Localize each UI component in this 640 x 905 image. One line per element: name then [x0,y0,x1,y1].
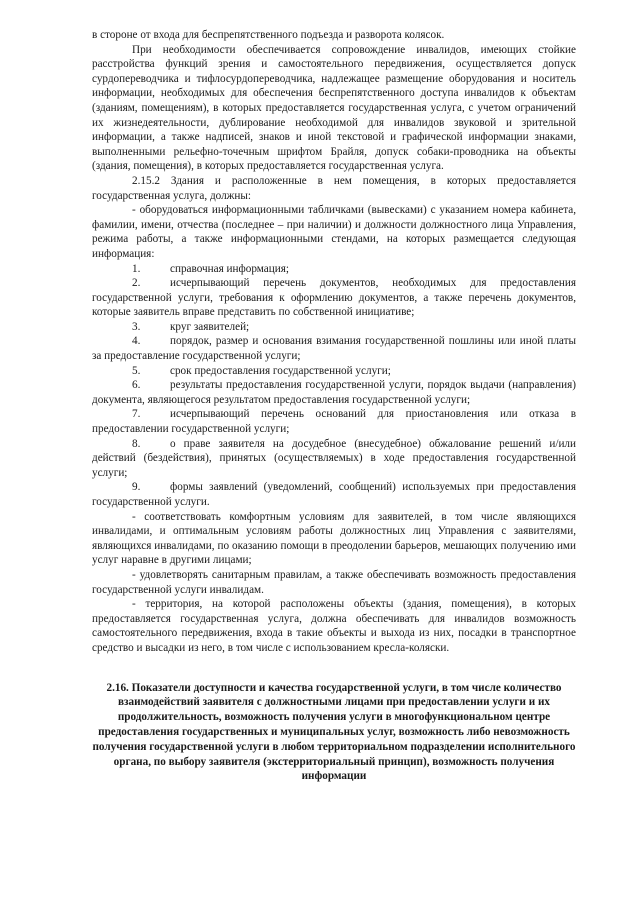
list-item [92,407,576,436]
list-item-number: 7. [132,408,141,421]
list-item-number: 2. [132,277,141,290]
document-page [92,28,576,784]
list-item [92,262,576,277]
list-item [92,276,576,320]
list-item-text: справочная информация; [170,262,289,275]
list-item [92,480,576,509]
list-item-text: исчерпывающий перечень документов, необходимых для предоставления государственной услуги, требования к оформлению документов, а также перечень документов, которые заявитель вправе представить по собственной инициативе; [92,277,576,319]
section-heading: 2.16. Показатели доступности и качества государственной услуги, в том числе количество взаимодействий заявителя с должностными лицами при предоставлении услуги и их продолжительность, возможность получения услуги в многофункциональном центре предоставления государственных и муниципальных услуг, возможность либо невозможность получения государственной услуги в любом территориальном подразделении исполнительного органа, по выбору заявителя (экстерриториальный принцип), возможность получения информации [92,681,576,783]
list-item-text: срок предоставления государственной услуги; [170,364,391,377]
list-item-number: 9. [132,481,141,494]
list-item-text: о праве заявителя на досудебное (внесудебное) обжалование решений и/или действий (бездействия), принятых (осуществляемых) в ходе предоставления государственной услуги; [92,437,576,479]
paragraph: - оборудоваться информационными табличками (вывесками) с указанием номера кабинета, фамилии, имени, отчества (последнее – при наличии) и должности должностного лица Управления, режима работы, а также информационными стендами, на которых размещается следующая информация: [92,204,576,260]
list-item-text: формы заявлений (уведомлений, сообщений) используемых при предоставления государственной услуги. [92,481,576,508]
paragraph: 2.15.2 Здания и расположенные в нем помещения, в которых предоставляется государственная услуга, должны: [92,174,576,202]
list-item-text: круг заявителей; [170,320,250,333]
paragraph: - территория, на которой расположены объекты (здания, помещения), в которых предоставляется государственная услуга, должна обеспечивать для инвалидов возможность самостоятельного передвижения, входа в такие объекты и выхода из них, посадки в транспортное средство и высадки из него, в том числе с использованием кресла-коляски. [92,598,576,654]
list-item-number: 1. [132,262,141,275]
list-item-number: 6. [132,379,141,392]
paragraph: При необходимости обеспечивается сопровождение инвалидов, имеющих стойкие расстройства функций зрения и самостоятельного передвижения, осуществляется допуск сурдопереводчика и тифлосурдопереводчика, надлежащее размещение оборудования и носитель информации, необходимых для обеспечения беспрепятственного доступа инвалидов к объектам (зданиям, помещениям), в которых предоставляется государственная услуга, с учетом ограничений их жизнедеятельности, дублирование необходимой для инвалидов звуковой и зрительной информации, а также надписей, знаков и иной текстовой и графической информации знаками, выполненными рельефно-точечным шрифтом Брайля, допуск собаки-проводника на объекты (здания, помещения), в которых предоставляется государственная услуга. [92,43,576,173]
list-item-number: 8. [132,437,141,450]
list-item [92,320,576,335]
paragraph: - соответствовать комфортным условиям для заявителей, в том числе являющихся инвалидами, и оптимальным условиям работы должностных лиц Управления с заявителями, являющихся инвалидами, по оказанию помощи в преодолении барьеров, мешающих получению ими услуг наравне в другими лицами; [92,510,576,567]
body-text [92,28,576,656]
list-item-number: 4. [132,335,141,348]
list-item-text: результаты предоставления государственной услуги, порядок выдачи (направления) документа, являющегося результатом предоставления государственной услуги; [92,379,576,406]
paragraph: - удовлетворять санитарным правилам, а также обеспечивать возможность предоставления государственной услуги инвалидам. [92,568,576,596]
list-item-text: исчерпывающий перечень оснований для приостановления или отказа в предоставлении государственной услуги; [92,408,576,436]
list-item [92,364,576,379]
list-item [92,378,576,407]
list-item-text: порядок, размер и основания взимания государственной пошлины или иной платы за предоставление государственной услуги; [92,335,576,363]
list-item [92,437,576,481]
list-item-number: 5. [132,364,141,377]
list-item [92,334,576,363]
list-item-number: 3. [132,320,141,333]
paragraph: в стороне от входа для беспрепятственного подъезда и разворота колясок. [92,29,445,41]
